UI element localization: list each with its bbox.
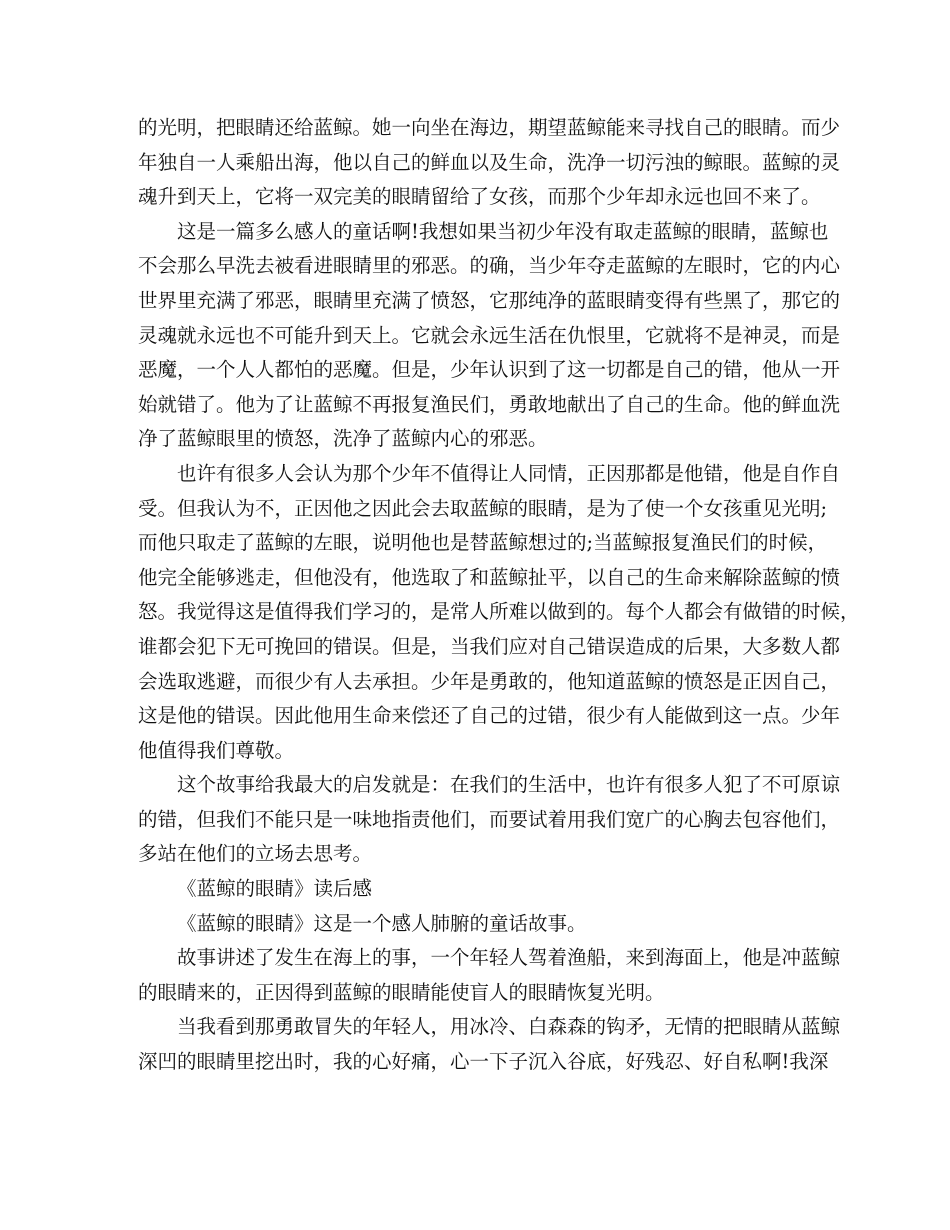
text-line: 魂升到天上，它将一双完美的眼睛留给了女孩，而那个少年却永远也回不来了。: [138, 185, 821, 209]
text-line: 始就错了。他为了让蓝鲸不再报复渔民们，勇敢地献出了自己的生命。他的鲜血洗: [138, 392, 841, 416]
text-line: 也许有很多人会认为那个少年不值得让人同情，正因那都是他错，他是自作自: [177, 461, 841, 485]
text-line: 的错，但我们不能只是一味地指责他们，而要试着用我们宽广的心胸去包容他们，: [138, 807, 841, 831]
text-line: 会选取逃避，而很少有人去承担。少年是勇敢的，他知道蓝鲸的愤怒是正因自己，: [138, 669, 841, 693]
text-line: 世界里充满了邪恶，眼睛里充满了愤怒，它那纯净的蓝眼睛变得有些黑了，那它的: [138, 288, 841, 312]
text-line: 不会那么早洗去被看进眼睛里的邪恶。的确，当少年夺走蓝鲸的左眼时，它的内心: [138, 254, 841, 278]
document-body: [138, 111, 860, 1080]
text-line: 的眼睛来的，正因得到蓝鲸的眼睛能使盲人的眼睛恢复光明。: [138, 980, 665, 1004]
text-line: 恶魔，一个人人都怕的恶魔。但是，少年认识到了这一切都是自己的错，他从一开: [138, 358, 841, 382]
text-line: 怒。我觉得这是值得我们学习的，是常人所难以做到的。每个人都会有做错的时候，: [138, 600, 860, 624]
text-line: 灵魂就永远也不可能升到天上。它就会永远生活在仇恨里，它就将不是神灵，而是: [138, 323, 841, 347]
text-line: 而他只取走了蓝鲸的左眼，说明他也是替蓝鲸想过的;当蓝鲸报复渔民们的时候，: [138, 531, 828, 555]
text-line: 多站在他们的立场去思考。: [138, 842, 373, 866]
text-line: 受。但我认为不，正因他之因此会去取蓝鲸的眼睛，是为了使一个女孩重见光明;: [138, 496, 828, 520]
text-line: 他完全能够逃走，但他没有，他选取了和蓝鲸扯平，以自己的生命来解除蓝鲸的愤: [138, 565, 841, 589]
text-line: 这是一篇多么感人的童话啊!我想如果当初少年没有取走蓝鲸的眼睛，蓝鲸也: [177, 219, 829, 243]
text-line: 的光明，把眼睛还给蓝鲸。她一向坐在海边，期望蓝鲸能来寻找自己的眼睛。而少: [138, 116, 841, 139]
text-line: 净了蓝鲸眼里的愤怒，洗净了蓝鲸内心的邪恶。: [138, 427, 548, 451]
section-title: 《蓝鲸的眼睛》读后感: [177, 877, 373, 901]
text-line: 这个故事给我最大的启发就是：在我们的生活中，也许有很多人犯了不可原谅: [177, 773, 841, 797]
text-line: 深凹的眼睛里挖出时，我的心好痛，心一下子沉入谷底，好残忍、好自私啊!我深: [138, 1050, 829, 1074]
text-line: 《蓝鲸的眼睛》这是一个感人肺腑的童话故事。: [177, 911, 587, 935]
text-line: 谁都会犯下无可挽回的错误。但是，当我们应对自己错误造成的后果，大多数人都: [138, 634, 841, 658]
text-line: 故事讲述了发生在海上的事，一个年轻人驾着渔船，来到海面上，他是冲蓝鲸: [177, 946, 841, 970]
text-line: 他值得我们尊敬。: [138, 738, 295, 762]
text-line: 当我看到那勇敢冒失的年轻人，用冰冷、白森森的钩矛，无情的把眼睛从蓝鲸: [177, 1015, 841, 1039]
text-line: 这是他的错误。因此他用生命来偿还了自己的过错，很少有人能做到这一点。少年: [138, 704, 841, 728]
text-line: 年独自一人乘船出海，他以自己的鲜血以及生命，洗净一切污浊的鲸眼。蓝鲸的灵: [138, 150, 841, 174]
